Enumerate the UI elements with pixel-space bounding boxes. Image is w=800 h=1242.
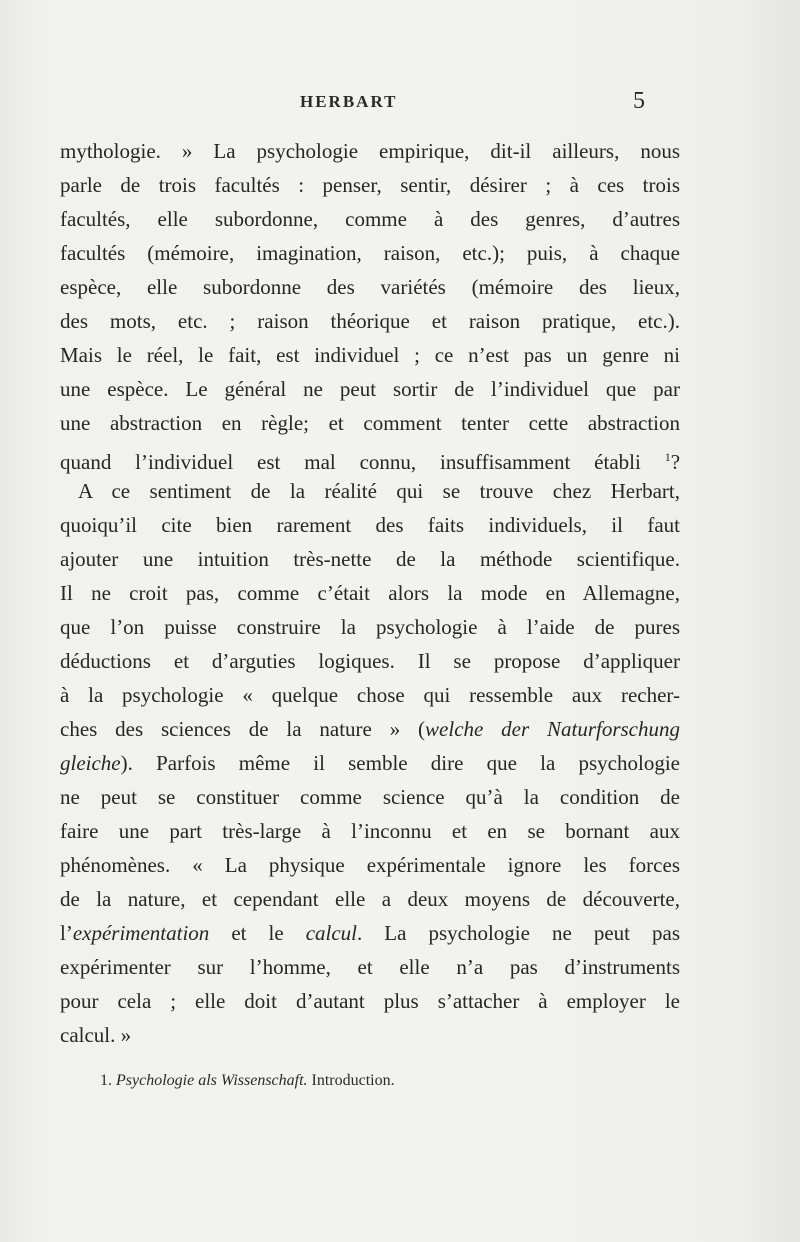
text-line: facultés, elle subordonne, comme à des genres, d’autres <box>60 207 680 231</box>
emphasis-text: expérimentation <box>72 921 210 945</box>
text-line: parle de trois facultés : penser, sentir, désirer ; à ces trois <box>60 173 680 197</box>
text-line: déductions et d’arguties logiques. Il se propose d’appliquer <box>60 649 680 673</box>
text-line: ne peut se constituer comme science qu’à la condition de <box>60 785 680 809</box>
text-line: facultés (mémoire, imagination, raison, etc.); puis, à chaque <box>60 241 680 265</box>
page-number: 5 <box>633 88 645 114</box>
text-segment: l’ <box>60 921 73 945</box>
paragraph-1 <box>60 134 680 474</box>
text-line: Il ne croit pas, comme c’était alors la mode en Allemagne, <box>60 581 680 605</box>
text-line: mythologie. » La psychologie empirique, dit-il ailleurs, nous <box>60 139 680 163</box>
text-line: A ce sentiment de la réalité qui se trouve chez Herbart, <box>78 479 680 503</box>
text-line: à la psychologie « quelque chose qui ressemble aux recher- <box>60 683 680 707</box>
text-line: pour cela ; elle doit d’autant plus s’attacher à employer le <box>60 989 680 1013</box>
german-phrase: gleiche <box>60 751 121 775</box>
text-line: ajouter une intuition très-nette de la méthode scientifique. <box>60 547 680 571</box>
text-segment: ? <box>670 450 681 474</box>
body-text <box>60 134 680 1052</box>
text-line: une espèce. Le général ne peut sortir de l’individuel que par <box>60 377 680 401</box>
text-line: des mots, etc. ; raison théorique et raison pratique, etc.). <box>60 309 680 333</box>
footnote-title: Psychologie als Wissenschaft. <box>116 1072 308 1089</box>
text-line: espèce, elle subordonne des variétés (mémoire des lieux, <box>60 275 680 299</box>
text-line <box>60 916 680 950</box>
text-line: Mais le réel, le fait, est individuel ; ce n’est pas un genre ni <box>60 343 680 367</box>
paragraph-2 <box>60 474 680 1052</box>
text-line <box>60 440 680 474</box>
text-line: expérimenter sur l’homme, et elle n’a pas d’instruments <box>60 955 680 979</box>
text-line: calcul. » <box>60 1023 132 1047</box>
running-head-title: HERBART <box>300 92 398 111</box>
text-line: quoiqu’il cite bien rarement des faits individuels, il faut <box>60 513 680 537</box>
german-phrase: welche der Naturforschung <box>425 717 681 741</box>
text-segment: quand l’individuel est mal connu, insuffisamment établi <box>60 450 641 474</box>
footnote-number: 1. <box>100 1072 112 1089</box>
footnote-text: Introduction. <box>311 1072 395 1089</box>
text-line: que l’on puisse construire la psychologie à l’aide de pures <box>60 615 680 639</box>
text-segment: ches des sciences de la nature » ( <box>60 717 426 741</box>
text-line: phénomènes. « La physique expérimentale ignore les forces <box>60 853 680 877</box>
text-segment: . La psychologie ne peut pas <box>357 921 681 945</box>
footnote <box>100 1072 395 1090</box>
text-line <box>60 712 680 746</box>
text-segment: et le <box>209 921 306 945</box>
footnote-reference: 1 <box>664 450 671 464</box>
text-line <box>60 746 680 780</box>
emphasis-text: calcul <box>305 921 358 945</box>
text-line: faire une part très-large à l’inconnu et en se bornant aux <box>60 819 680 843</box>
text-segment: ). Parfois même il semble dire que la psychologie <box>120 751 680 775</box>
running-head <box>0 88 800 118</box>
text-line: de la nature, et cependant elle a deux moyens de découverte, <box>60 887 680 911</box>
text-line: une abstraction en règle; et comment tenter cette abstraction <box>60 411 680 435</box>
